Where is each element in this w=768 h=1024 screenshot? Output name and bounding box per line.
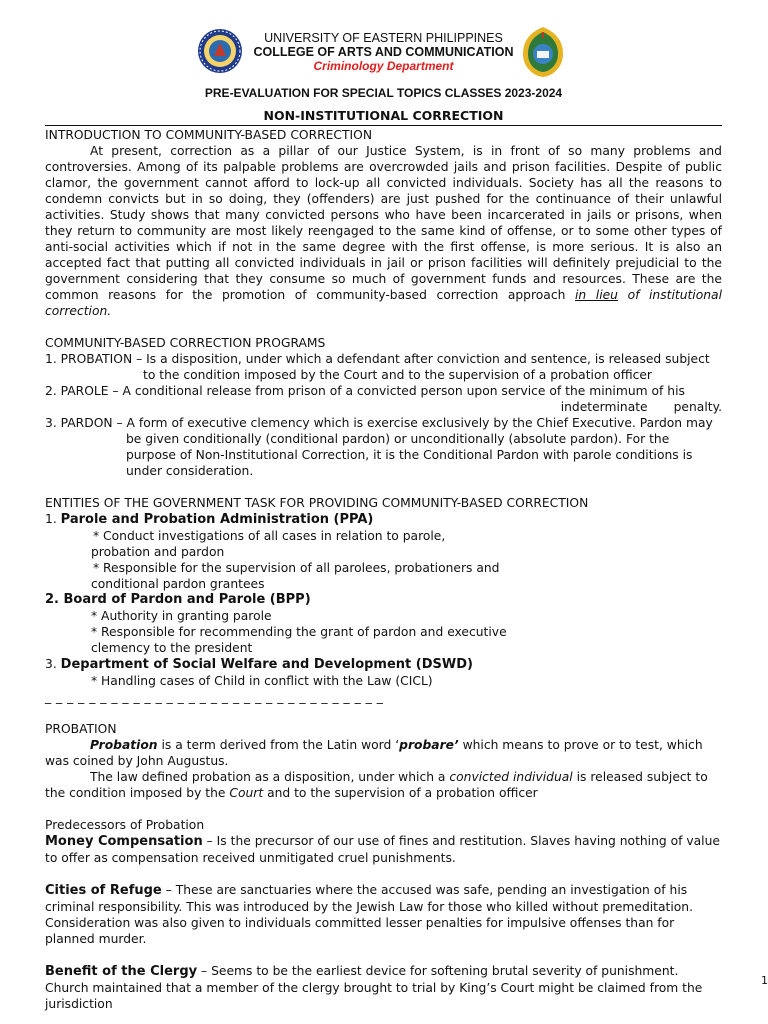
entity-bpp: 2. Board of Pardon and Parole (BPP) bbox=[45, 592, 311, 607]
department-seal-icon bbox=[522, 26, 564, 78]
intro-heading: INTRODUCTION TO COMMUNITY-BASED CORRECTION bbox=[45, 128, 373, 142]
programs-heading: COMMUNITY-BASED CORRECTION PROGRAMS bbox=[45, 336, 326, 350]
predecessor-cities: Cities of Refuge – These are sanctuaries where the accused was safe, pending an investigation of his criminal responsibility. This was introduced by the Jewish Law for those who killed without premeditation. Consideration was also given to individuals committed lesser penalties for impulsive offenses than for planned murder. bbox=[45, 883, 693, 946]
section-divider: _ _ _ _ _ _ _ _ _ _ _ _ _ _ _ _ _ _ _ _ _ _ _ _ _ _ _ _ _ _ _ bbox=[45, 690, 384, 704]
pre-evaluation-heading: PRE-EVALUATION FOR SPECIAL TOPICS CLASSES 2023-2024 bbox=[204, 86, 563, 100]
intro-paragraph: At present, correction as a pillar of our Justice System, is in front of so many problems and controversies. Among of its palpable problems are overcrowded jails and prison facilities. Despite of public clamor, the government cannot afford to lock-up all convicted individuals. Society has all the reasons to condemn convicts but in so doing, they (offenders) are just pushed for the continuance of their unlawful activities. Study shows that many convicted persons who have been incarcerated in jails or prisons, when they return to community are most likely reengaged to the same kind of offense, or to some other types of anti-social activities which if not in the same degree with the first offense, is more serious. It is also an accepted fact that putting all convicted individuals in jail or prison facilities will definitely prejudicial to the government considering that they consume so much of government funds and resources. These are the common reasons for the promotion of community-based correction approach in lieu of institutional correction. bbox=[45, 144, 722, 318]
predecessors-heading: Predecessors of Probation bbox=[45, 818, 205, 832]
letterhead bbox=[45, 28, 722, 80]
document-body: INTRODUCTION TO COMMUNITY-BASED CORRECTION At present, correction as a pillar of our Justice System, is in front of so many problems and controversies. Among of its palpable problems are overcrowded jails and prison facilities. Despite of public clamor, the government cannot afford to lock-up all convicted individuals. Society has all the reasons to condemn convicts but in so doing, they (offenders) are just pushed for the continuance of their unlawful activities. Study shows that many convicted persons who have been incarcerated in jails or prisons, when they return to community are most likely reengaged to the same kind of offense, or to some other types of anti-social activities which if not in the same degree with the first offense, is more serious. It is also an accepted fact that putting all convicted individuals in jail or prison facilities will definitely prejudicial to the government considering that they consume so much of government funds and resources. These are the common reasons for the promotion of community-based correction approach in lieu of institutional correction. COMMUNITY-BASED CORRECTION PROGRAMS 1. PROBATION – Is a disposition, under which a defendant after conviction and sentence, is released subject to the condition imposed by the Court and to the supervision of a probation officer 2. PAROLE – A conditional release from prison of a convicted person upon service of the minimum of his indeterminate penalty. 3. PARDON – A form of executive clemency which is exercise exclusively by the Chief Executive. Pardon may be given conditionally (conditional pardon) or unconditionally (absolute pardon). For the purpose of Non-Institutional Correction, it is the Conditional Pardon with parole conditions is under consideration. ENTITIES OF THE GOVERNMENT TASK FOR PROVIDING COMMUNITY-BASED CORRECTION 1. Parole and Probation Administration (PPA) * Conduct investigations of all cases in relation to parole, probation and pardon * Responsible for the supervision of all parolees, probationers and conditional pardon grantees 2. Board of Pardon and Parole (BPP) * Authority in granting parole * Responsible for recommending the grant of pardon and executive clemency to the president 3. Department of Social Welfare and Development (DSWD) * Handling cases of Child in conflict with the Law (CICL) _ _ _ _ _ _ _ _ _ _ _ _ _ _ _ _ _ _ _ _ _ _ _ _ _ _ _ _ _ _ _ PROBATION Probation is a term derived from the Latin word ‘probare’ which means to prove or to test, which was coined by John Augustus. The law defined probation as a disposition, under which a convicted individual is released subject to the condition imposed by the Court and to the supervision of a probation officer Predecessors of Probation Money Compensation – Is the precursor of our use of fines and restitution. Slaves having nothing of value to offer as compensation received unmitigated cruel punishments. Cities of Refuge – These are sanctuaries where the accused was safe, pending an investigation of his criminal responsibility. This was introduced by the Jewish Law for those who killed without premeditation. Consideration was also given to individuals committed lesser penalties for impulsive offenses than for planned murder. Benefit of the Clergy – Seems to be the earliest device for softening brutal severity of punishment. Church maintained that a member of the clergy brought to trial by King’s Court might be claimed from the jurisdiction bbox=[45, 128, 722, 1011]
page-number: 1 bbox=[761, 974, 768, 987]
title-rule bbox=[45, 125, 722, 126]
document-title: NON-INSTITUTIONAL CORRECTION bbox=[263, 108, 504, 123]
entity-dswd: 3. Department of Social Welfare and Development (DSWD) bbox=[45, 657, 473, 672]
university-name: UNIVERSITY OF EASTERN PHILIPPINES bbox=[264, 31, 503, 45]
entity-ppa: 1. Parole and Probation Administration (PPA) bbox=[45, 512, 374, 527]
probation-heading: PROBATION bbox=[45, 722, 117, 736]
college-name: COLLEGE OF ARTS AND COMMUNICATION bbox=[253, 45, 514, 59]
department-name: Criminology Department bbox=[313, 59, 454, 73]
probation-paragraph-2: The law defined probation as a disposition, under which a convicted individual is released subject to the condition imposed by the Court and to the supervision of a probation officer bbox=[45, 770, 708, 800]
entities-heading: ENTITIES OF THE GOVERNMENT TASK FOR PROVIDING COMMUNITY-BASED CORRECTION bbox=[45, 496, 589, 510]
program-pardon: 3. PARDON – A form of executive clemency which is exercise exclusively by the Chief Executive. Pardon may bbox=[45, 416, 713, 430]
program-probation: 1. PROBATION – Is a disposition, under which a defendant after conviction and sentence, is released subject bbox=[45, 352, 710, 366]
predecessor-clergy: Benefit of the Clergy – Seems to be the earliest device for softening brutal severity of punishment. Church maintained that a member of the clergy brought to trial by King’s Court might be claimed from the jurisdiction bbox=[45, 964, 703, 1011]
probation-paragraph-1: Probation is a term derived from the Latin word ‘probare’ which means to prove or to test, which was coined by John Augustus. bbox=[45, 738, 703, 768]
predecessor-money: Money Compensation – Is the precursor of our use of fines and restitution. Slaves having nothing of value to offer as compensation received unmitigated cruel punishments. bbox=[45, 834, 720, 865]
program-parole: 2. PAROLE – A conditional release from prison of a convicted person upon service of the minimum of his bbox=[45, 384, 685, 398]
